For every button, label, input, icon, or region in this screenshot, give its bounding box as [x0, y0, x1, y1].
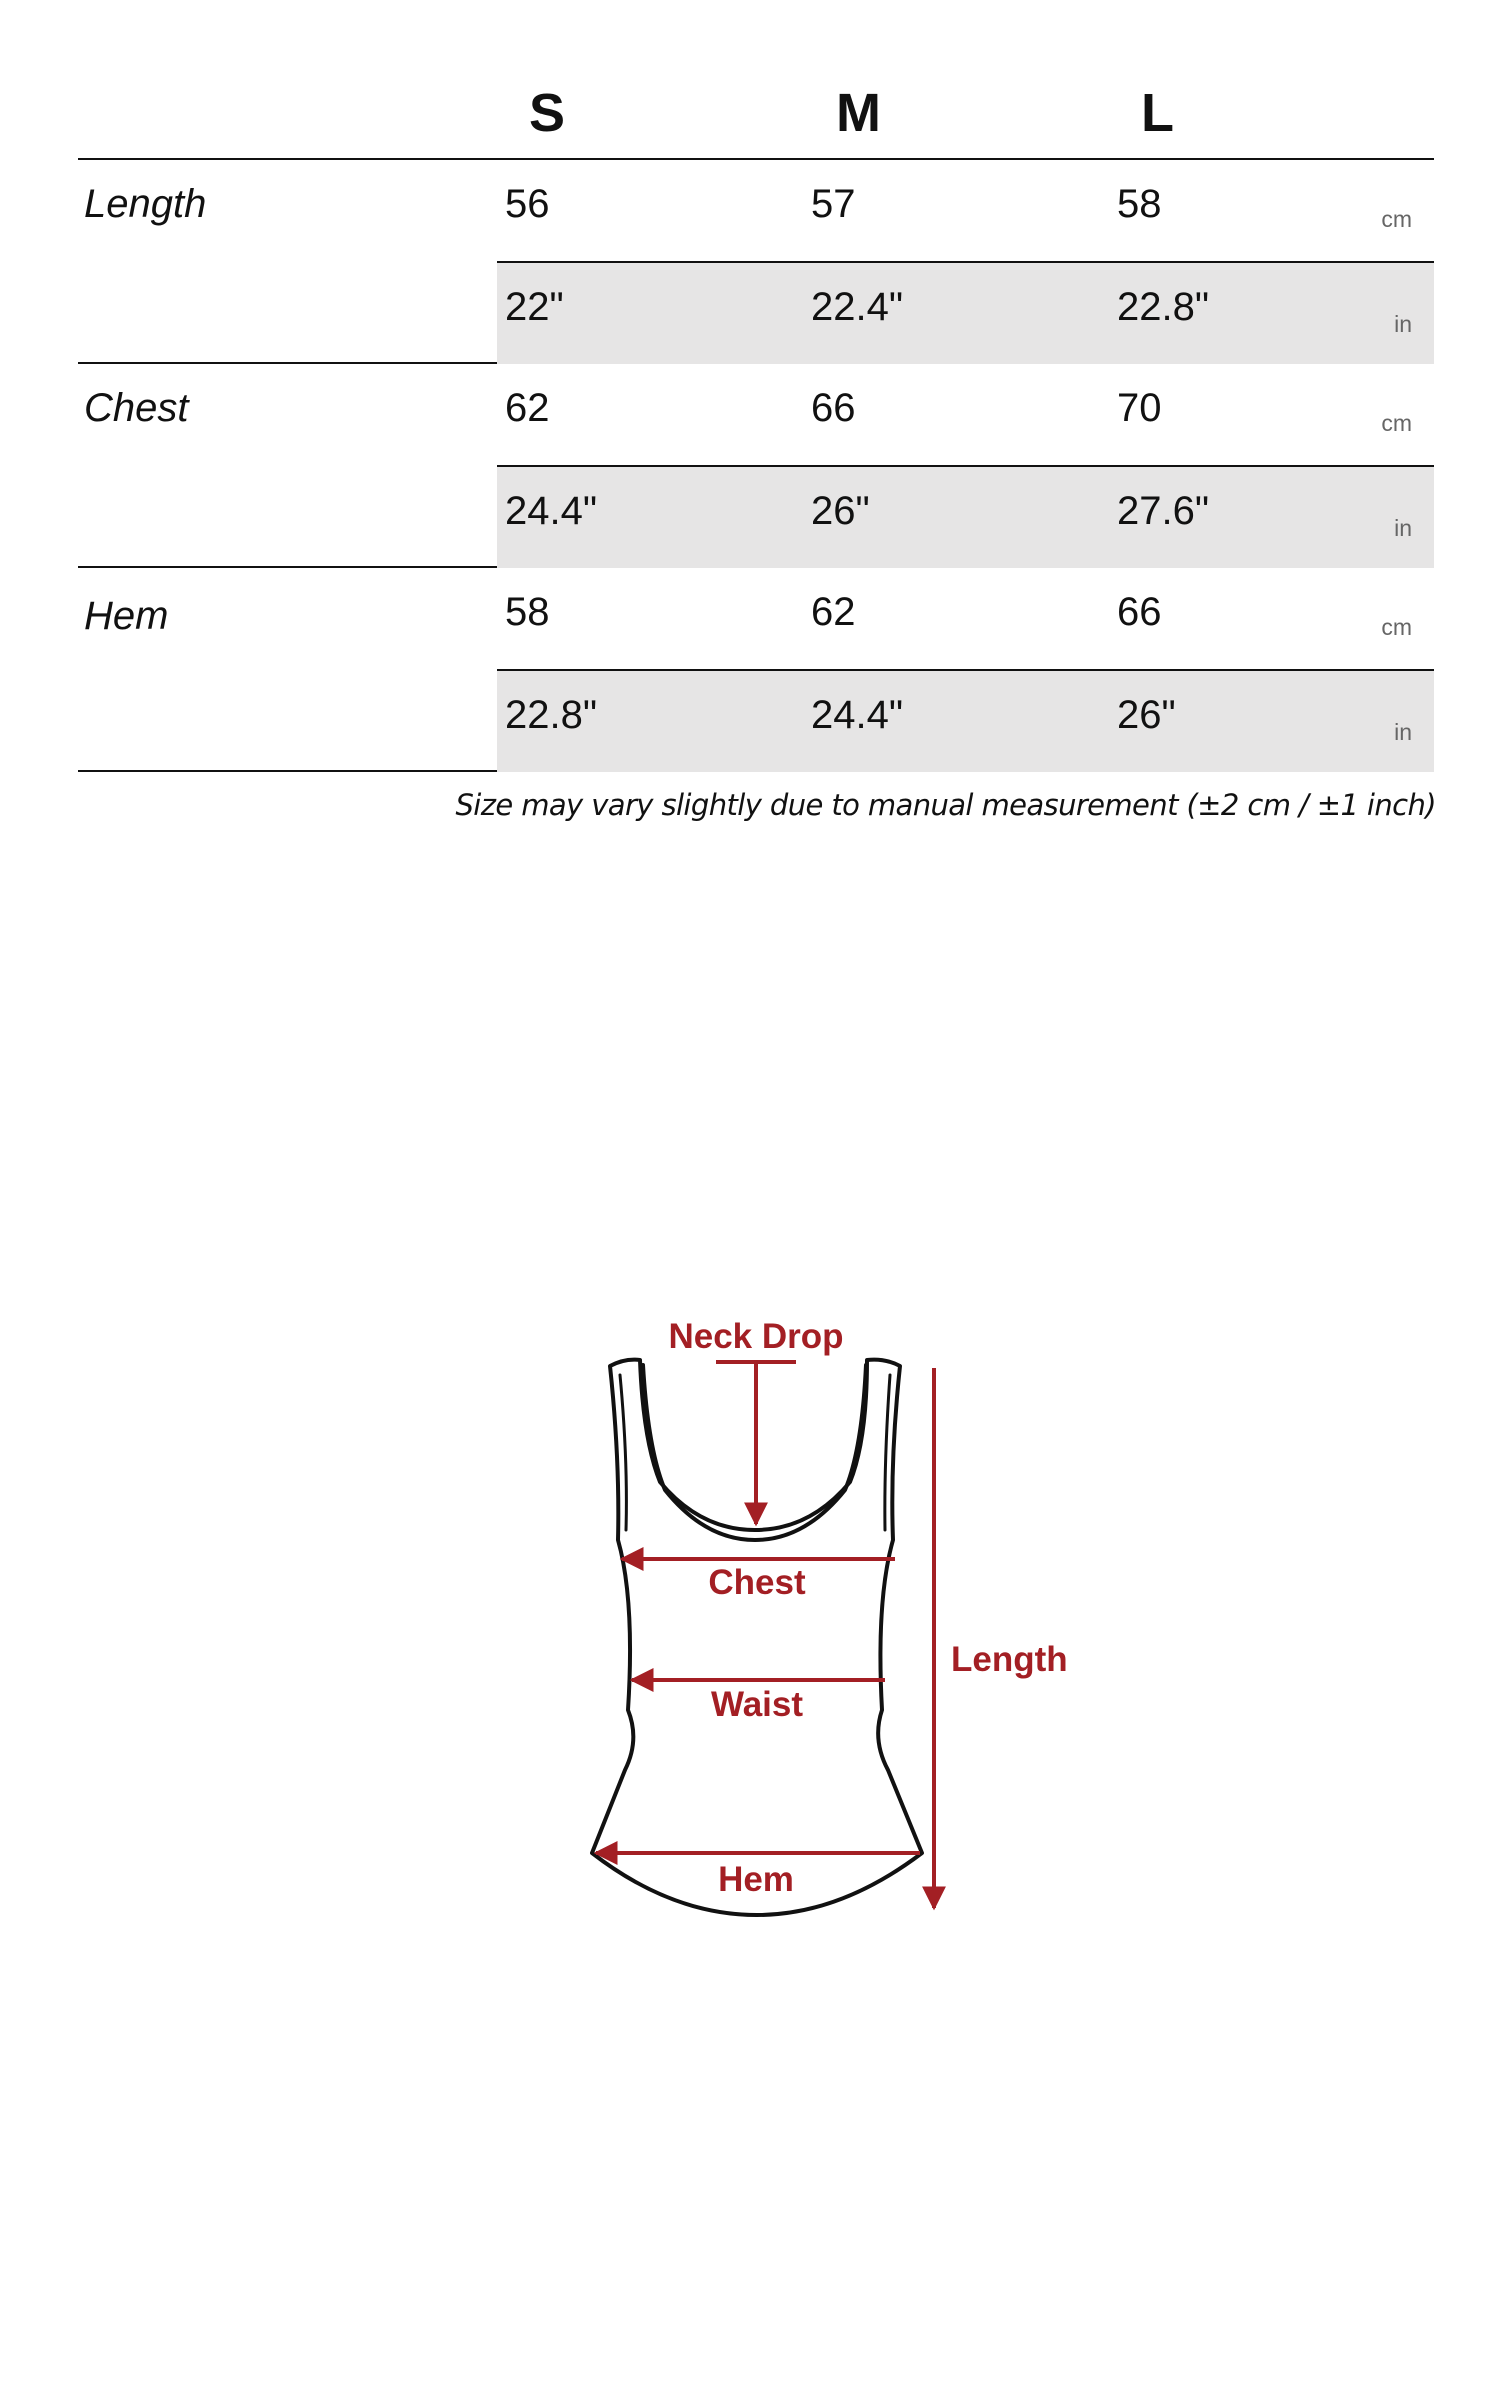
unit-cm-label: cm — [1381, 410, 1412, 436]
unit-cm-label: cm — [1381, 206, 1412, 232]
chest-cm-m: 66 — [811, 386, 856, 430]
length-in-s: 22" — [505, 285, 564, 329]
hem-cm-s: 58 — [505, 590, 550, 634]
chest-cm-s: 62 — [505, 386, 550, 430]
length-cm-l: 58 — [1117, 182, 1162, 226]
chest-in-m: 26" — [811, 489, 870, 533]
length-cm-s: 56 — [505, 182, 550, 226]
length-cm-m: 57 — [811, 182, 856, 226]
hem-in-l: 26" — [1117, 693, 1176, 737]
waist-label: Waist — [710, 1685, 804, 1724]
measure-group-length — [78, 160, 1434, 364]
chest-cm-l: 70 — [1117, 386, 1162, 430]
chest-cm-row — [497, 364, 1434, 464]
size-header-row — [78, 70, 1434, 160]
hem-in-s: 22.8" — [505, 693, 598, 737]
measure-group-hem — [78, 568, 1434, 772]
neck-drop-label: Neck Drop — [668, 1317, 844, 1356]
unit-in-label: in — [1394, 515, 1412, 541]
measure-label-hem: Hem — [84, 594, 169, 638]
length-label: Length — [951, 1640, 1068, 1679]
hem-cm-l: 66 — [1117, 590, 1162, 634]
measure-label-length: Length — [84, 182, 207, 226]
unit-in-label: in — [1394, 719, 1412, 745]
size-header-m: M — [836, 83, 881, 143]
size-header-s: S — [529, 83, 566, 143]
chest-in-s: 24.4" — [505, 489, 598, 533]
length-in-l: 22.8" — [1117, 285, 1210, 329]
hem-label: Hem — [718, 1860, 794, 1899]
chest-label: Chest — [708, 1563, 806, 1602]
length-in-row — [497, 261, 1434, 364]
measure-group-chest — [78, 364, 1434, 568]
size-header-l: L — [1141, 83, 1174, 143]
tank-top-measurement-diagram — [0, 1290, 1500, 1950]
size-chart-table — [78, 70, 1434, 772]
measure-label-chest: Chest — [84, 386, 189, 430]
length-cm-row — [497, 160, 1434, 260]
length-in-m: 22.4" — [811, 285, 904, 329]
measurement-note: Size may vary slightly due to manual measurement (±2 cm / ±1 inch) — [455, 788, 1436, 822]
unit-cm-label: cm — [1381, 614, 1412, 640]
hem-in-row — [497, 669, 1434, 772]
chest-in-row — [497, 465, 1434, 568]
hem-in-m: 24.4" — [811, 693, 904, 737]
unit-in-label: in — [1394, 311, 1412, 337]
measurement-arrows — [596, 1362, 934, 1908]
hem-cm-row — [497, 568, 1434, 668]
chest-in-l: 27.6" — [1117, 489, 1210, 533]
hem-cm-m: 62 — [811, 590, 856, 634]
